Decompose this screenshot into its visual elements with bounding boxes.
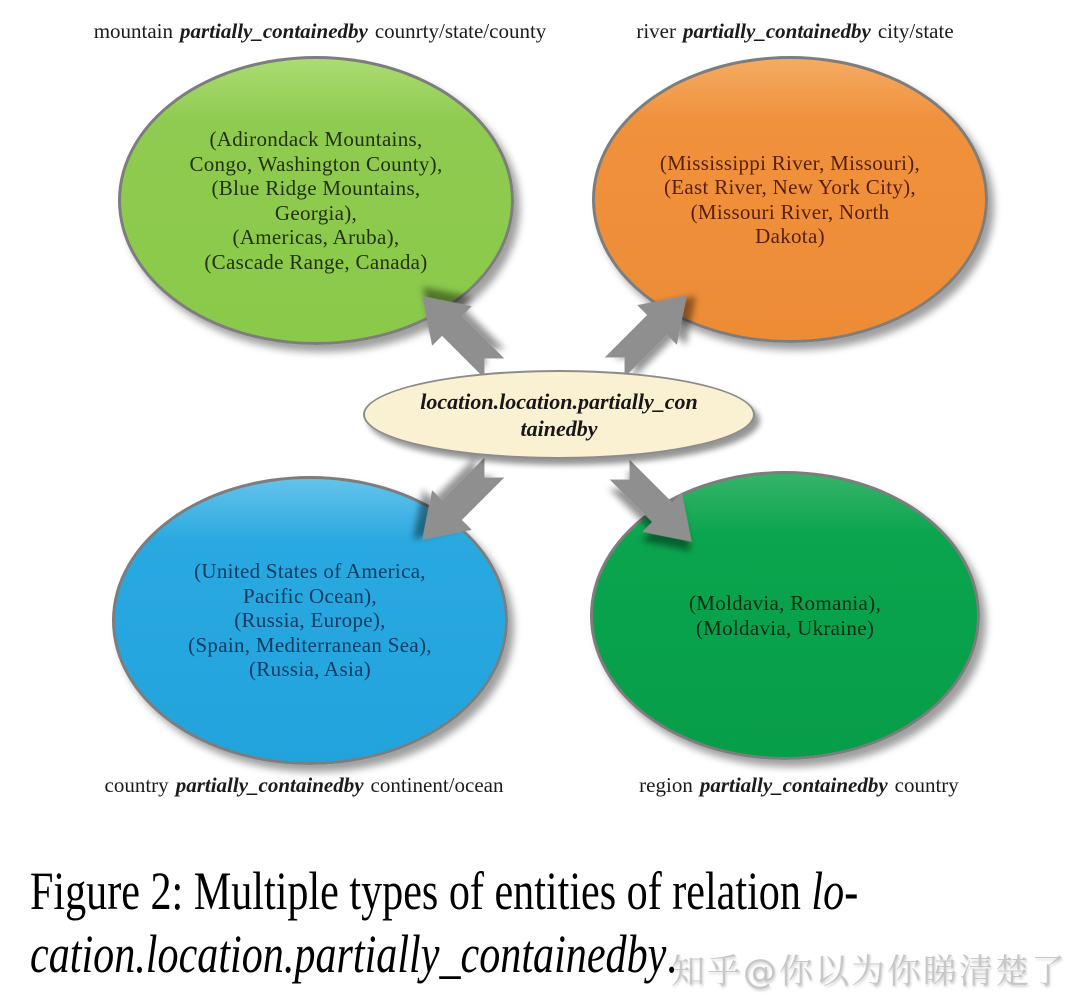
- caption-line-1: [30, 860, 1075, 923]
- content-line: (Moldavia, Romania),: [688, 591, 882, 615]
- content-line: (Mississippi River, Missouri),: [659, 150, 921, 175]
- country-examples-ellipse: [112, 476, 508, 765]
- content-line: Georgia),: [274, 200, 358, 225]
- content-line: (Missouri River, North: [690, 199, 890, 224]
- content-line: location.location.partially_con: [420, 388, 698, 414]
- content-line: (Blue Ridge Mountains,: [211, 176, 421, 200]
- label-suffix: country: [894, 773, 959, 797]
- label-suffix: continent/ocean: [370, 773, 504, 797]
- content-line: Dakota): [755, 224, 825, 248]
- content-line: (Spain, Mediterranean Sea),: [188, 632, 432, 657]
- content-line: (East River, New York City),: [664, 175, 916, 199]
- content-line: (Russia, Asia): [248, 657, 372, 682]
- label-prefix: country: [104, 773, 169, 797]
- label-region: [610, 773, 988, 798]
- label-suffix: counrty/state/county: [374, 19, 547, 43]
- label-prefix: mountain: [93, 19, 174, 43]
- label-suffix: city/state: [877, 19, 954, 43]
- caption-relation-italic: lo-: [811, 861, 859, 921]
- label-mountain: [60, 19, 580, 44]
- relation-name: partially_containedby: [180, 19, 368, 43]
- content-line: (Russia, Europe),: [234, 608, 386, 633]
- ellipse-content: [689, 591, 881, 640]
- mountain-examples-ellipse: [118, 56, 514, 345]
- content-line: (Cascade Range, Canada): [204, 249, 428, 274]
- label-prefix: region: [639, 773, 693, 797]
- content-line: (Americas, Aruba),: [232, 225, 400, 249]
- label-prefix: river: [636, 19, 676, 43]
- content-line: Pacific Ocean),: [243, 583, 377, 608]
- content-line: (United States of America,: [194, 559, 426, 584]
- zhihu-watermark: 知乎@你以为你睇清楚了: [671, 952, 1067, 992]
- figure-caption: [30, 860, 1075, 986]
- relation-ellipse: [363, 370, 755, 459]
- ellipse-content: [189, 127, 442, 274]
- relation-name: partially_containedby: [699, 773, 888, 797]
- content-line: Congo, Washington County),: [189, 151, 443, 176]
- relation-name: partially_containedby: [683, 19, 871, 43]
- relation-name-text: [420, 388, 697, 442]
- content-line: (Adirondack Mountains,: [209, 127, 423, 151]
- caption-text: Figure 2: Multiple types of entities of relation: [30, 861, 812, 921]
- ellipse-content: [660, 151, 920, 249]
- label-country: [68, 773, 540, 798]
- caption-period: .: [666, 924, 677, 984]
- content-line: (Moldavia, Ukraine): [695, 615, 875, 640]
- ellipse-content: [188, 559, 432, 682]
- relation-name: partially_containedby: [175, 773, 364, 797]
- content-line: tainedby: [520, 415, 598, 441]
- caption-line-2: [30, 923, 1075, 986]
- caption-relation-italic: cation.location.partially_containedby: [30, 924, 667, 984]
- region-examples-ellipse: [590, 471, 980, 760]
- river-examples-ellipse: [592, 56, 988, 343]
- label-river: [602, 19, 988, 44]
